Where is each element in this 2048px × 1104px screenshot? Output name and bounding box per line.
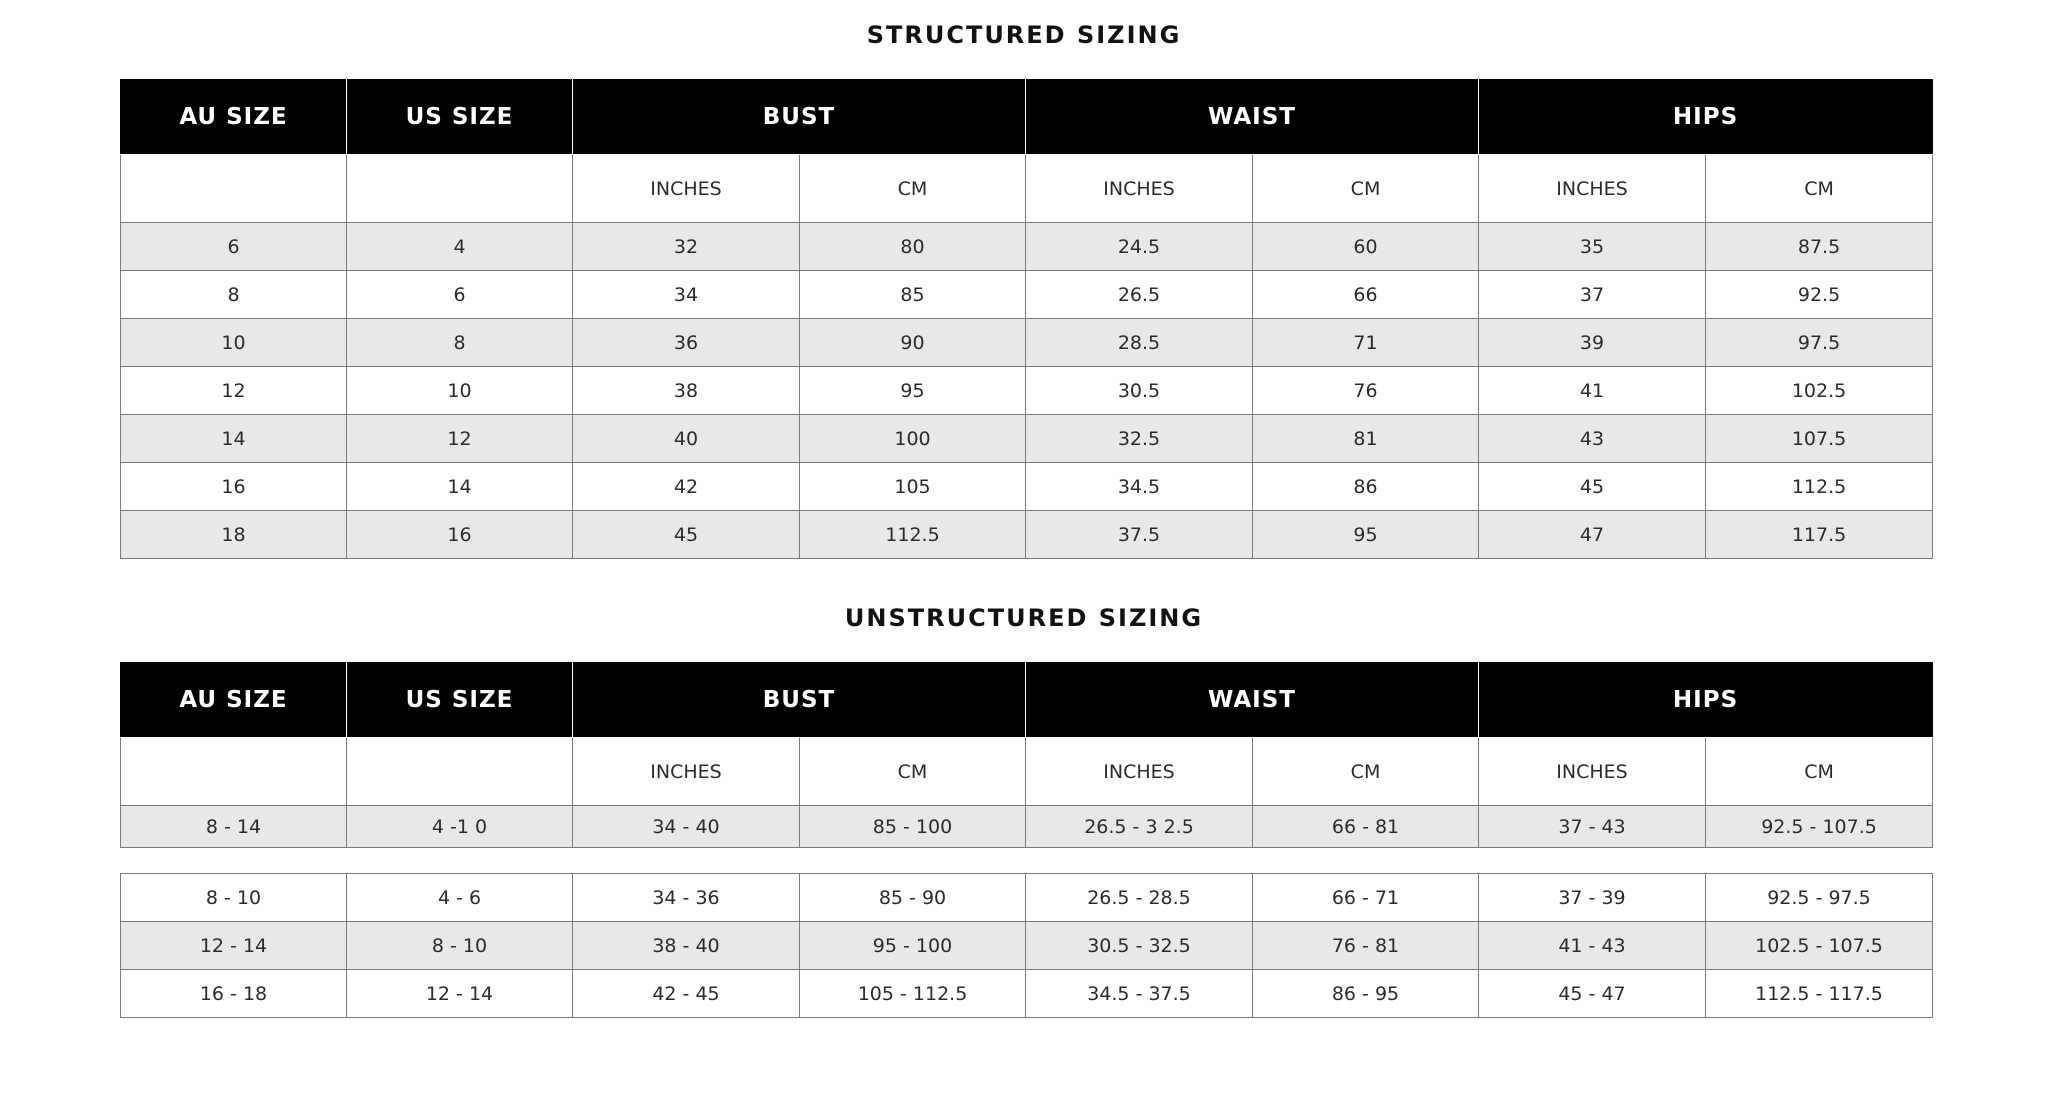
au-size-header: AU SIZE <box>121 663 347 738</box>
table-cell: 24.5 <box>1026 223 1253 271</box>
table-cell: 47 <box>1479 511 1706 559</box>
table-cell: 92.5 - 107.5 <box>1706 806 1933 848</box>
table-cell: 39 <box>1479 319 1706 367</box>
table-cell: 42 <box>573 463 800 511</box>
table-row <box>121 415 1933 463</box>
unit-bust-inches: INCHES <box>573 155 800 223</box>
table-row <box>121 271 1933 319</box>
table-cell: 36 <box>573 319 800 367</box>
table-cell: 66 - 71 <box>1253 874 1479 922</box>
table-cell: 81 <box>1253 415 1479 463</box>
table-cell: 45 - 47 <box>1479 970 1706 1018</box>
table-cell: 45 <box>573 511 800 559</box>
table-cell: 86 - 95 <box>1253 970 1479 1018</box>
unstructured-sizing-table <box>120 662 1933 848</box>
table-row <box>121 367 1933 415</box>
table-cell: 26.5 <box>1026 271 1253 319</box>
unit-waist-cm: CM <box>1253 155 1479 223</box>
unit-cell-empty <box>347 738 573 806</box>
table-cell: 12 <box>347 415 573 463</box>
table-cell: 14 <box>347 463 573 511</box>
unit-hips-inches: INCHES <box>1479 738 1706 806</box>
unit-cell-empty <box>121 155 347 223</box>
table-cell: 38 - 40 <box>573 922 800 970</box>
table-cell: 76 - 81 <box>1253 922 1479 970</box>
structured-sizing-table <box>120 79 1933 559</box>
table-cell: 102.5 <box>1706 367 1933 415</box>
table-cell: 35 <box>1479 223 1706 271</box>
table-cell: 105 <box>800 463 1026 511</box>
table-cell: 14 <box>121 415 347 463</box>
table-cell: 97.5 <box>1706 319 1933 367</box>
table-cell: 34 - 40 <box>573 806 800 848</box>
structured-sizing-title: STRUCTURED SIZING <box>866 21 1182 49</box>
us-size-header: US SIZE <box>347 80 573 155</box>
table-cell: 85 - 90 <box>800 874 1026 922</box>
au-size-header: AU SIZE <box>121 80 347 155</box>
hips-header: HIPS <box>1479 80 1933 155</box>
table-cell: 45 <box>1479 463 1706 511</box>
header-row <box>121 80 1933 155</box>
table-cell: 85 <box>800 271 1026 319</box>
table-cell: 87.5 <box>1706 223 1933 271</box>
unit-hips-cm: CM <box>1706 738 1933 806</box>
table-cell: 16 <box>347 511 573 559</box>
unit-cell-empty <box>121 738 347 806</box>
table-cell: 60 <box>1253 223 1479 271</box>
unit-cell-empty <box>347 155 573 223</box>
table-cell: 41 <box>1479 367 1706 415</box>
table-row <box>121 319 1933 367</box>
table-cell: 32 <box>573 223 800 271</box>
table-row <box>121 511 1933 559</box>
table-cell: 43 <box>1479 415 1706 463</box>
table-cell: 102.5 - 107.5 <box>1706 922 1933 970</box>
table-cell: 26.5 - 3 2.5 <box>1026 806 1253 848</box>
table-cell: 32.5 <box>1026 415 1253 463</box>
us-size-header: US SIZE <box>347 663 573 738</box>
unit-waist-cm: CM <box>1253 738 1479 806</box>
unit-bust-inches: INCHES <box>573 738 800 806</box>
table-cell: 80 <box>800 223 1026 271</box>
table-row <box>121 922 1933 970</box>
table-cell: 34 <box>573 271 800 319</box>
waist-header: WAIST <box>1026 663 1479 738</box>
unit-waist-inches: INCHES <box>1026 738 1253 806</box>
table-row <box>121 223 1933 271</box>
table-cell: 4 -1 0 <box>347 806 573 848</box>
unit-hips-cm: CM <box>1706 155 1933 223</box>
table-cell: 112.5 - 117.5 <box>1706 970 1933 1018</box>
table-cell: 10 <box>347 367 573 415</box>
table-row <box>121 874 1933 922</box>
table-cell: 85 - 100 <box>800 806 1026 848</box>
table-cell: 18 <box>121 511 347 559</box>
table-cell: 8 <box>121 271 347 319</box>
table-cell: 16 <box>121 463 347 511</box>
table-cell: 4 - 6 <box>347 874 573 922</box>
table-cell: 28.5 <box>1026 319 1253 367</box>
table-cell: 112.5 <box>1706 463 1933 511</box>
table-cell: 71 <box>1253 319 1479 367</box>
table-cell: 4 <box>347 223 573 271</box>
table-cell: 34.5 <box>1026 463 1253 511</box>
table-cell: 90 <box>800 319 1026 367</box>
units-row <box>121 155 1933 223</box>
table-cell: 10 <box>121 319 347 367</box>
table-cell: 12 - 14 <box>347 970 573 1018</box>
table-cell: 92.5 - 97.5 <box>1706 874 1933 922</box>
table-cell: 12 <box>121 367 347 415</box>
table-cell: 76 <box>1253 367 1479 415</box>
table-cell: 38 <box>573 367 800 415</box>
table-cell: 66 <box>1253 271 1479 319</box>
table-cell: 100 <box>800 415 1026 463</box>
table-cell: 112.5 <box>800 511 1026 559</box>
bust-header: BUST <box>573 80 1026 155</box>
header-row <box>121 663 1933 738</box>
table-cell: 117.5 <box>1706 511 1933 559</box>
table-cell: 66 - 81 <box>1253 806 1479 848</box>
unit-hips-inches: INCHES <box>1479 155 1706 223</box>
table-cell: 34.5 - 37.5 <box>1026 970 1253 1018</box>
table-row <box>121 806 1933 848</box>
bust-header: BUST <box>573 663 1026 738</box>
table-cell: 107.5 <box>1706 415 1933 463</box>
table-cell: 95 - 100 <box>800 922 1026 970</box>
unstructured-split-sizing-table <box>120 873 1933 1018</box>
table-row <box>121 970 1933 1018</box>
units-row <box>121 738 1933 806</box>
table-row <box>121 463 1933 511</box>
table-cell: 95 <box>800 367 1026 415</box>
hips-header: HIPS <box>1479 663 1933 738</box>
table-cell: 37.5 <box>1026 511 1253 559</box>
table-cell: 8 - 10 <box>121 874 347 922</box>
table-cell: 37 - 39 <box>1479 874 1706 922</box>
table-cell: 95 <box>1253 511 1479 559</box>
table-cell: 8 - 10 <box>347 922 573 970</box>
table-cell: 6 <box>347 271 573 319</box>
table-cell: 34 - 36 <box>573 874 800 922</box>
table-cell: 8 <box>347 319 573 367</box>
table-cell: 40 <box>573 415 800 463</box>
table-cell: 6 <box>121 223 347 271</box>
unit-waist-inches: INCHES <box>1026 155 1253 223</box>
table-cell: 30.5 - 32.5 <box>1026 922 1253 970</box>
unstructured-sizing-title: UNSTRUCTURED SIZING <box>844 604 1204 632</box>
table-cell: 8 - 14 <box>121 806 347 848</box>
table-cell: 92.5 <box>1706 271 1933 319</box>
unit-bust-cm: CM <box>800 738 1026 806</box>
waist-header: WAIST <box>1026 80 1479 155</box>
table-cell: 37 - 43 <box>1479 806 1706 848</box>
table-cell: 86 <box>1253 463 1479 511</box>
table-cell: 37 <box>1479 271 1706 319</box>
table-cell: 105 - 112.5 <box>800 970 1026 1018</box>
table-cell: 30.5 <box>1026 367 1253 415</box>
table-cell: 42 - 45 <box>573 970 800 1018</box>
table-cell: 41 - 43 <box>1479 922 1706 970</box>
unit-bust-cm: CM <box>800 155 1026 223</box>
table-cell: 12 - 14 <box>121 922 347 970</box>
table-cell: 26.5 - 28.5 <box>1026 874 1253 922</box>
table-cell: 16 - 18 <box>121 970 347 1018</box>
